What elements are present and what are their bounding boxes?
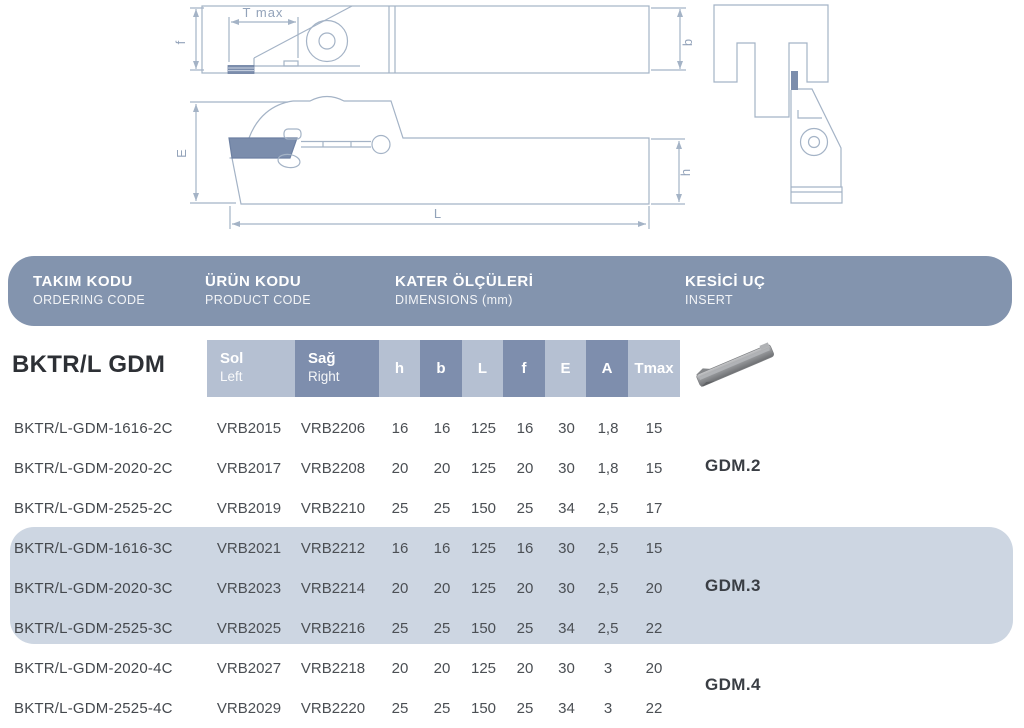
table-row — [0, 568, 1024, 608]
dim-tmax: 15 — [645, 419, 663, 437]
dim-L: 125 — [470, 419, 497, 437]
dim-A: 2,5 — [597, 539, 619, 557]
dim-label-f: f — [173, 39, 188, 45]
insert-top-view — [228, 66, 254, 74]
subheader-sag — [295, 340, 379, 397]
ordering-code: BKTR/L-GDM-1616-3C — [14, 539, 173, 557]
table-row — [0, 648, 1024, 688]
dim-L: 125 — [470, 659, 497, 677]
subheader-dim-A: A — [586, 340, 628, 397]
subheader-title: Sol — [220, 350, 244, 367]
dim-tmax: 20 — [645, 579, 663, 597]
table-row — [0, 408, 1024, 448]
dim-E: 34 — [558, 499, 575, 517]
dim-A: 3 — [603, 699, 613, 717]
dim-h: 25 — [391, 619, 409, 637]
dim-E: 34 — [558, 699, 575, 717]
subheader-dim-b: b — [420, 340, 462, 397]
dim-A: 1,8 — [597, 419, 619, 437]
product-code-left: VRB2021 — [216, 539, 282, 557]
dim-b: 25 — [433, 699, 451, 717]
series-title: BKTR/L GDM — [12, 351, 166, 378]
dim-tmax: 15 — [645, 539, 663, 557]
insert-side-view — [229, 138, 297, 158]
dim-f: 20 — [516, 459, 534, 477]
insert-group-label-gdm4: GDM.4 — [705, 675, 761, 694]
dim-f: 16 — [516, 419, 534, 437]
insert-group-label-gdm3: GDM.3 — [705, 576, 761, 595]
header-subtitle: ORDERING CODE — [33, 293, 146, 307]
dim-f: 25 — [516, 499, 534, 517]
product-code-right: VRB2220 — [300, 699, 366, 717]
product-code-right: VRB2208 — [300, 459, 366, 477]
dim-f: 25 — [516, 699, 534, 717]
dim-E: 30 — [558, 539, 575, 557]
table-header-bar — [8, 256, 1012, 326]
dim-A: 2,5 — [597, 499, 619, 517]
dim-E: 34 — [558, 619, 575, 637]
dim-f: 20 — [516, 579, 534, 597]
dim-L: 150 — [470, 499, 497, 517]
ordering-code: BKTR/L-GDM-1616-2C — [14, 419, 173, 437]
dim-b: 20 — [433, 459, 451, 477]
dim-tmax: 15 — [645, 459, 663, 477]
dim-h: 16 — [391, 539, 409, 557]
technical-drawing — [0, 0, 1024, 255]
subheader-dim-f: f — [503, 340, 545, 397]
dim-b: 20 — [433, 579, 451, 597]
product-code-right: VRB2212 — [300, 539, 366, 557]
subheader-dim-L: L — [462, 340, 503, 397]
ordering-code: BKTR/L-GDM-2020-3C — [14, 579, 173, 597]
header-column-insert — [685, 273, 765, 307]
header-title: KESİCİ UÇ — [685, 273, 766, 290]
insert-end-view — [791, 71, 798, 90]
subheader-sol — [207, 340, 295, 397]
dim-b: 16 — [433, 419, 451, 437]
ordering-code: BKTR/L-GDM-2525-4C — [14, 699, 173, 717]
dim-tmax: 22 — [645, 619, 663, 637]
dim-A: 2,5 — [597, 579, 619, 597]
product-code-left: VRB2027 — [216, 659, 282, 677]
header-title: KATER ÖLÇÜLERİ — [395, 273, 534, 290]
header-subtitle: INSERT — [685, 293, 734, 307]
header-title: TAKIM KODU — [33, 273, 133, 290]
product-code-left: VRB2015 — [216, 419, 282, 437]
insert-group-label-gdm2: GDM.2 — [705, 456, 761, 475]
dim-tmax: 17 — [645, 499, 663, 517]
product-code-left: VRB2019 — [216, 499, 282, 517]
dim-L: 125 — [470, 459, 497, 477]
dim-A: 3 — [603, 659, 613, 677]
ordering-code: BKTR/L-GDM-2525-2C — [14, 499, 173, 517]
header-column-ordering-code — [33, 273, 145, 307]
header-subtitle: PRODUCT CODE — [205, 293, 311, 307]
dim-L: 150 — [470, 619, 497, 637]
product-code-left: VRB2025 — [216, 619, 282, 637]
product-code-right: VRB2218 — [300, 659, 366, 677]
product-code-left: VRB2017 — [216, 459, 282, 477]
subheader-subtitle: Right — [308, 369, 340, 384]
dim-h: 20 — [391, 459, 409, 477]
table-row — [0, 488, 1024, 528]
header-subtitle: DIMENSIONS (mm) — [395, 293, 513, 307]
dim-L: 125 — [470, 579, 497, 597]
dim-A: 1,8 — [597, 459, 619, 477]
dim-A: 2,5 — [597, 619, 619, 637]
dim-h: 20 — [391, 659, 409, 677]
table-row — [0, 528, 1024, 568]
dim-h: 16 — [391, 419, 409, 437]
dim-E: 30 — [558, 459, 575, 477]
subheader-dim-E: E — [545, 340, 586, 397]
dim-label-tmax: T max — [242, 5, 284, 20]
insert-photo — [685, 334, 785, 396]
dim-f: 25 — [516, 619, 534, 637]
end-view-drawing — [714, 5, 842, 203]
product-code-right: VRB2214 — [300, 579, 366, 597]
ordering-code: BKTR/L-GDM-2020-4C — [14, 659, 173, 677]
dim-L: 150 — [470, 699, 497, 717]
dim-tmax: 20 — [645, 659, 663, 677]
dim-f: 20 — [516, 659, 534, 677]
dim-label-E: E — [174, 148, 189, 158]
subheader-dim-tmax: Tmax — [628, 340, 680, 397]
dim-E: 30 — [558, 659, 575, 677]
header-column-product-code — [205, 273, 311, 307]
dim-tmax: 22 — [645, 699, 663, 717]
product-code-right: VRB2216 — [300, 619, 366, 637]
subheader-dim-h: h — [379, 340, 420, 397]
dim-h: 25 — [391, 699, 409, 717]
header-column-dimensions — [395, 273, 533, 307]
dim-b: 25 — [433, 619, 451, 637]
table-row — [0, 688, 1024, 728]
header-title: ÜRÜN KODU — [205, 273, 302, 290]
dim-f: 16 — [516, 539, 534, 557]
product-code-left: VRB2023 — [216, 579, 282, 597]
dim-E: 30 — [558, 419, 575, 437]
dim-b: 25 — [433, 499, 451, 517]
dim-b: 20 — [433, 659, 451, 677]
dim-L: 125 — [470, 539, 497, 557]
dim-label-b: b — [680, 37, 695, 47]
subheader-title: Sağ — [308, 350, 336, 367]
dim-label-h: h — [678, 167, 693, 177]
ordering-code: BKTR/L-GDM-2525-3C — [14, 619, 173, 637]
ordering-code: BKTR/L-GDM-2020-2C — [14, 459, 173, 477]
table-row — [0, 448, 1024, 488]
dim-h: 20 — [391, 579, 409, 597]
product-code-right: VRB2206 — [300, 419, 366, 437]
dim-b: 16 — [433, 539, 451, 557]
dim-label-L: L — [433, 206, 443, 221]
dim-E: 30 — [558, 579, 575, 597]
product-code-right: VRB2210 — [300, 499, 366, 517]
table-row — [0, 608, 1024, 648]
subheader-subtitle: Left — [220, 369, 243, 384]
dim-h: 25 — [391, 499, 409, 517]
product-code-left: VRB2029 — [216, 699, 282, 717]
